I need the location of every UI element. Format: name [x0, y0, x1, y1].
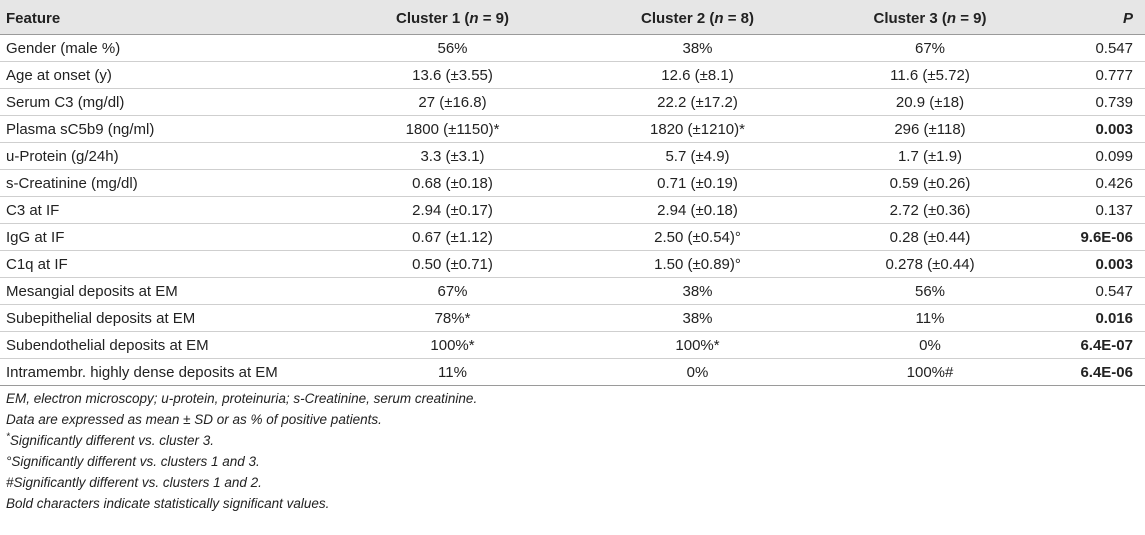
cell-cluster-2: 5.7 (±4.9) [580, 143, 815, 170]
table-row [0, 278, 1145, 305]
cell-cluster-1: 1800 (±1150)* [325, 116, 580, 143]
cell-cluster-3: 100%# [815, 359, 1045, 386]
cell-cluster-3: 1.7 (±1.9) [815, 143, 1045, 170]
footnote-circle: °Significantly different vs. clusters 1 and 3. [6, 454, 260, 469]
cell-feature: Intramembr. highly dense deposits at EM [0, 359, 325, 386]
clusters-table [0, 10, 1145, 386]
table-row [0, 143, 1145, 170]
cell-feature: Mesangial deposits at EM [0, 278, 325, 305]
table-row [0, 251, 1145, 278]
cell-p-value: 0.137 [1045, 197, 1145, 224]
header-cluster-1: Cluster 1 (n = 9) [325, 10, 580, 35]
table-footnotes [6, 388, 477, 514]
table-row [0, 359, 1145, 386]
cell-p-value: 6.4E-06 [1045, 359, 1145, 386]
header-cluster-3: Cluster 3 (n = 9) [815, 10, 1045, 35]
header-feature: Feature [0, 10, 325, 35]
header-p: P [1045, 10, 1145, 35]
cell-feature: Plasma sC5b9 (ng/ml) [0, 116, 325, 143]
cell-cluster-3: 11% [815, 305, 1045, 332]
cell-cluster-2: 38% [580, 305, 815, 332]
cell-cluster-1: 11% [325, 359, 580, 386]
cell-p-value: 6.4E-07 [1045, 332, 1145, 359]
cell-cluster-3: 0.278 (±0.44) [815, 251, 1045, 278]
cell-cluster-2: 38% [580, 278, 815, 305]
cell-p-value: 0.777 [1045, 62, 1145, 89]
cell-feature: Gender (male %) [0, 35, 325, 62]
cell-cluster-2: 2.94 (±0.18) [580, 197, 815, 224]
cell-cluster-2: 12.6 (±8.1) [580, 62, 815, 89]
cell-feature: u-Protein (g/24h) [0, 143, 325, 170]
cell-cluster-2: 0% [580, 359, 815, 386]
cell-cluster-1: 27 (±16.8) [325, 89, 580, 116]
cell-cluster-2: 100%* [580, 332, 815, 359]
cell-cluster-2: 22.2 (±17.2) [580, 89, 815, 116]
footnote-data-expression: Data are expressed as mean ± SD or as % of positive patients. [6, 412, 382, 427]
table-body [0, 35, 1145, 386]
cell-cluster-3: 2.72 (±0.36) [815, 197, 1045, 224]
cell-p-value: 0.739 [1045, 89, 1145, 116]
cell-cluster-1: 56% [325, 35, 580, 62]
footnote-abbrev: EM, electron microscopy; u-protein, proteinuria; s-Creatinine, serum creatinine. [6, 391, 478, 406]
cell-cluster-3: 56% [815, 278, 1045, 305]
table-row [0, 224, 1145, 251]
table-row [0, 35, 1145, 62]
cell-p-value: 0.099 [1045, 143, 1145, 170]
cell-p-value: 9.6E-06 [1045, 224, 1145, 251]
cell-cluster-2: 1.50 (±0.89)° [580, 251, 815, 278]
cell-feature: IgG at IF [0, 224, 325, 251]
cell-p-value: 0.003 [1045, 116, 1145, 143]
cell-cluster-1: 2.94 (±0.17) [325, 197, 580, 224]
cell-cluster-1: 67% [325, 278, 580, 305]
cell-cluster-3: 67% [815, 35, 1045, 62]
cell-cluster-1: 78%* [325, 305, 580, 332]
cell-cluster-1: 0.67 (±1.12) [325, 224, 580, 251]
cell-feature: Subepithelial deposits at EM [0, 305, 325, 332]
cell-cluster-3: 0% [815, 332, 1045, 359]
cell-cluster-1: 0.50 (±0.71) [325, 251, 580, 278]
table-row [0, 170, 1145, 197]
cell-cluster-2: 1820 (±1210)* [580, 116, 815, 143]
cell-cluster-1: 0.68 (±0.18) [325, 170, 580, 197]
cell-p-value: 0.003 [1045, 251, 1145, 278]
cell-cluster-3: 0.28 (±0.44) [815, 224, 1045, 251]
cell-p-value: 0.547 [1045, 35, 1145, 62]
table-row [0, 305, 1145, 332]
table-row [0, 116, 1145, 143]
cell-cluster-1: 100%* [325, 332, 580, 359]
cell-feature: C3 at IF [0, 197, 325, 224]
cell-cluster-1: 3.3 (±3.1) [325, 143, 580, 170]
cell-cluster-1: 13.6 (±3.55) [325, 62, 580, 89]
cell-p-value: 0.547 [1045, 278, 1145, 305]
header-row [0, 10, 1145, 35]
cell-feature: Age at onset (y) [0, 62, 325, 89]
cell-p-value: 0.016 [1045, 305, 1145, 332]
cell-cluster-3: 0.59 (±0.26) [815, 170, 1045, 197]
cell-cluster-3: 11.6 (±5.72) [815, 62, 1045, 89]
table-row [0, 197, 1145, 224]
cell-feature: Subendothelial deposits at EM [0, 332, 325, 359]
cell-cluster-3: 20.9 (±18) [815, 89, 1045, 116]
cell-p-value: 0.426 [1045, 170, 1145, 197]
cell-cluster-2: 0.71 (±0.19) [580, 170, 815, 197]
footnote-star: *Significantly different vs. cluster 3. [6, 431, 214, 448]
cell-feature: C1q at IF [0, 251, 325, 278]
cell-cluster-3: 296 (±118) [815, 116, 1045, 143]
footnote-hash: #Significantly different vs. clusters 1 and 2. [6, 475, 262, 490]
table-row [0, 332, 1145, 359]
table-row [0, 89, 1145, 116]
table-row [0, 62, 1145, 89]
footnote-bold: Bold characters indicate statistically significant values. [6, 496, 330, 511]
header-cluster-2: Cluster 2 (n = 8) [580, 10, 815, 35]
cell-feature: Serum C3 (mg/dl) [0, 89, 325, 116]
cell-feature: s-Creatinine (mg/dl) [0, 170, 325, 197]
cell-cluster-2: 38% [580, 35, 815, 62]
cell-cluster-2: 2.50 (±0.54)° [580, 224, 815, 251]
